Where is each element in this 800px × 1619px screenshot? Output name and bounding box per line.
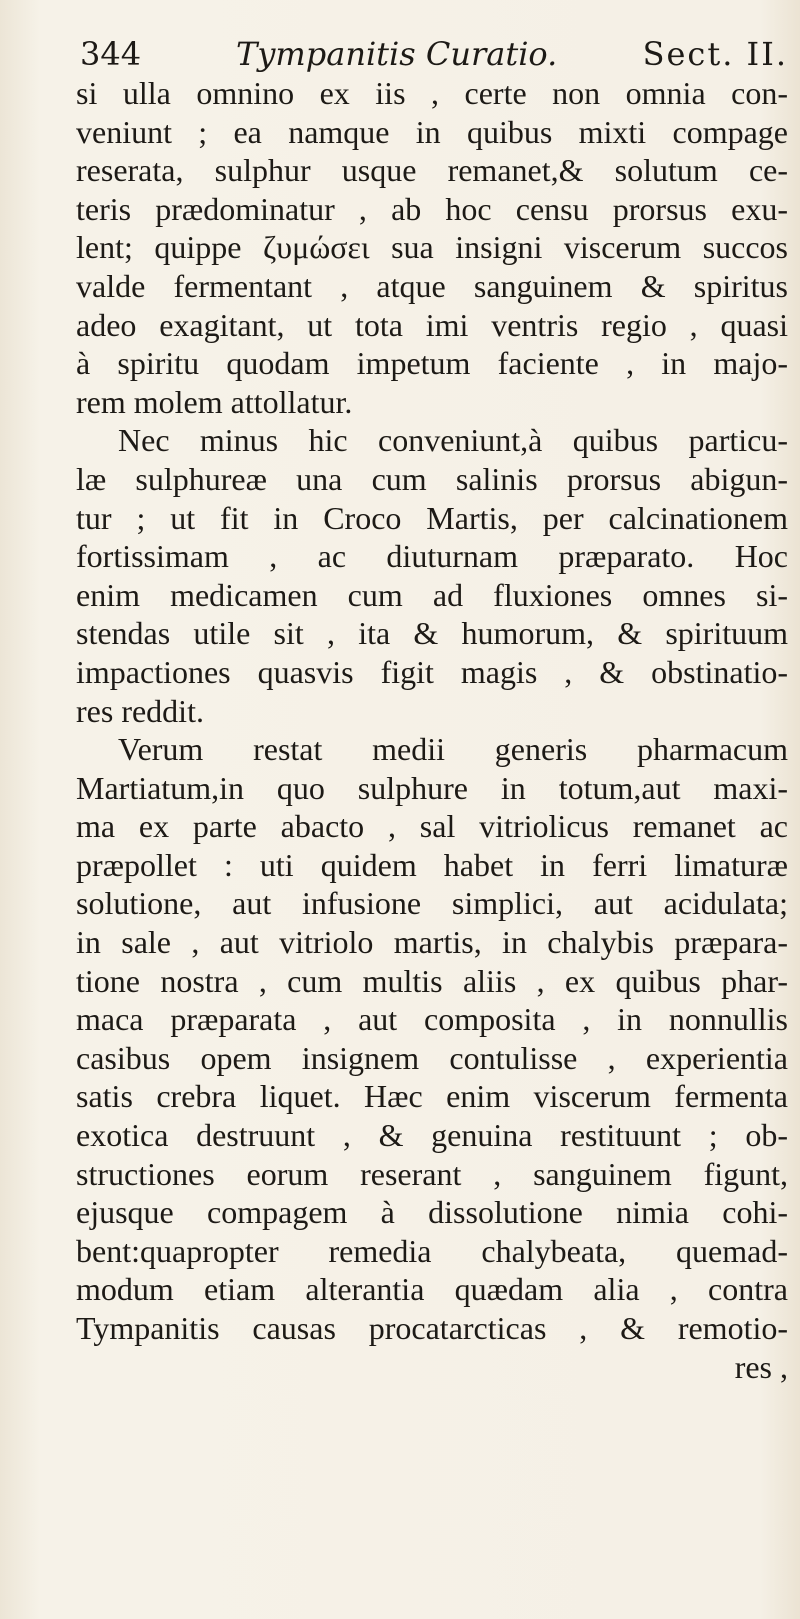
- running-header: [76, 30, 788, 78]
- text-line: valde fermentant , atque sanguinem & spiritus: [76, 267, 788, 304]
- text-line: ejusque compagem à dissolutione nimia cohi-: [76, 1194, 788, 1231]
- text-line: structiones eorum reserant , sanguinem figunt,: [76, 1155, 788, 1192]
- text-line: tur ; ut fit in Croco Martis, per calcinationem: [76, 499, 788, 536]
- text-line: ma ex parte abacto , sal vitriolicus remanet ac: [76, 808, 788, 845]
- text-line: solutione, aut infusione simplici, aut acidulata;: [76, 885, 788, 922]
- text-line: maca præparata , aut composita , in nonnullis: [76, 1001, 788, 1038]
- text-line: casibus opem insignem contulisse , experientia: [76, 1039, 788, 1076]
- text-line: stendas utile sit , ita & humorum, & spirituum: [76, 615, 788, 652]
- text-line: præpollet : uti quidem habet in ferri limaturæ: [76, 846, 788, 883]
- text-line: læ sulphureæ una cum salinis prorsus abigun-: [76, 460, 788, 497]
- page-number: 344: [80, 35, 142, 73]
- running-title: Tympanitis Curatio.: [236, 35, 558, 73]
- text-line: Tympanitis causas procatarcticas , & remotio-: [76, 1310, 788, 1346]
- text-line: veniunt ; ea namque in quibus mixti compage: [76, 113, 788, 150]
- text-line: adeo exagitant, ut tota imi ventris regio , quasi: [76, 306, 788, 343]
- text-line: teris prædominatur , ab hoc censu prorsus exu-: [76, 190, 788, 227]
- text-line: si ulla omnino ex iis , certe non omnia con-: [76, 75, 788, 111]
- text-line: res reddit.: [76, 692, 204, 729]
- text-line: à spiritu quodam impetum faciente , in majo-: [76, 345, 788, 382]
- text-line: reserata, sulphur usque remanet,& solutum ce-: [76, 152, 788, 189]
- body-text: [76, 74, 788, 1386]
- section-label: Sect. II.: [642, 35, 788, 73]
- paragraph-start-line: Verum restat medii generis pharmacum: [118, 731, 788, 768]
- text-line: lent; quippe ζυμώσει sua insigni viscerum succos: [76, 229, 788, 266]
- text-line: in sale , aut vitriolo martis, in chalybis præpara-: [76, 924, 788, 961]
- text-line: exotica destruunt , & genuina restituunt ; ob-: [76, 1117, 788, 1154]
- text-line: bent:quapropter remedia chalybeata, quemad-: [76, 1232, 788, 1269]
- text-line: enim medicamen cum ad fluxiones omnes si-: [76, 576, 788, 613]
- text-line: fortissimam , ac diuturnam præparato. Hoc: [76, 538, 788, 575]
- text-line: modum etiam alterantia quædam alia , contra: [76, 1271, 788, 1308]
- text-line: satis crebra liquet. Hæc enim viscerum fermenta: [76, 1078, 788, 1115]
- catchword: res ,: [734, 1348, 788, 1385]
- paragraph-start-line: Nec minus hic conveniunt,à quibus particu-: [118, 422, 788, 459]
- text-line: impactiones quasvis figit magis , & obstinatio-: [76, 653, 788, 690]
- text-line: Martiatum,in quo sulphure in totum,aut maxi-: [76, 769, 788, 806]
- text-line: rem molem attollatur.: [76, 383, 353, 420]
- text-line: tione nostra , cum multis aliis , ex quibus phar-: [76, 962, 788, 999]
